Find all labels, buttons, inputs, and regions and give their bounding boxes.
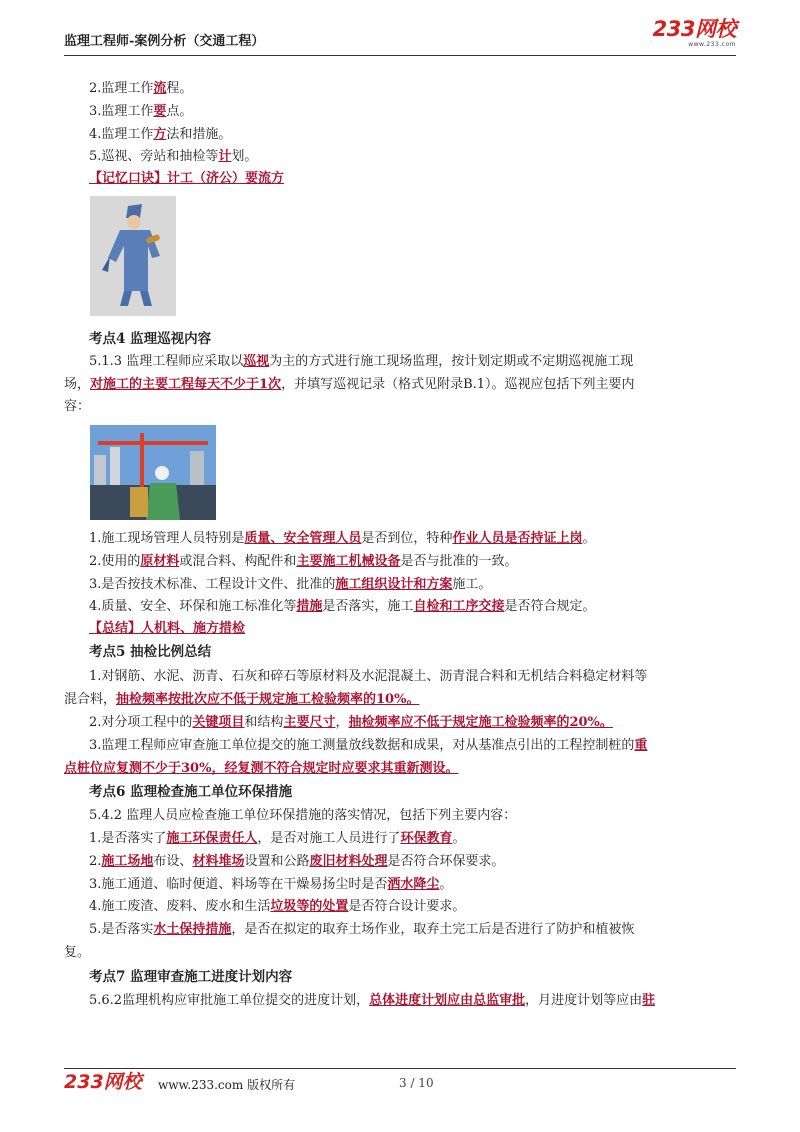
kp6-item-3: 3.施工通道、临时便道、料场等在干燥易扬尘时是否洒水降尘。	[89, 877, 453, 892]
kp6-item-5-cont: 复。	[64, 945, 91, 960]
kp6-para-line-1: 5.4.2 监理人员应检查施工单位环保措施的落实情况，包括下列主要内容：	[89, 808, 517, 823]
page-number: 3 / 10	[399, 1076, 434, 1090]
kp6-title: 考点6 监理检查施工单位环保措施	[89, 784, 293, 800]
document-header-title: 监理工程师-案例分析（交通工程）	[64, 34, 265, 49]
jigong-figure-image	[90, 196, 176, 316]
kp5-para-line-5: 点桩位应复测不少于30%，经复测不符合规定时应要求其重新测设。	[64, 761, 459, 776]
kp5-para-line-4: 3.监理工程师应审查施工单位提交的施工测量放线数据和成果，对从基准点引出的工程控制桩的重	[89, 738, 648, 753]
kp4-title: 考点4 监理巡视内容	[89, 331, 212, 347]
kp5-title: 考点5 抽检比例总结	[89, 644, 212, 660]
kp4-item-4: 4.质量、安全、环保和施工标准化等措施是否落实，施工自检和工序交接是否符合规定。	[89, 599, 596, 614]
kp4-item-3: 3.是否按技术标准、工程设计文件、批准的施工组织设计和方案施工。	[89, 577, 492, 592]
kp4-para-line-2: 场，对施工的主要工程每天不少于1次，并填写巡视记录（格式见附录B.1）。巡视应包括下列主要内	[64, 377, 635, 392]
footer-logo: 233网校	[64, 1071, 142, 1093]
kp4-para-line-1: 5.1.3 监理工程师应采取以巡视为主的方式进行施工现场监理，按计划定期或不定期巡视施工现	[89, 354, 634, 369]
summary-line: 【总结】人机料、施方措检	[89, 621, 246, 636]
work-item-2: 2.监理工作流程。	[89, 81, 193, 96]
work-item-3: 3.监理工作要点。	[89, 104, 193, 119]
construction-site-photo	[90, 425, 216, 520]
work-item-5: 5.巡视、旁站和抽检等计划。	[89, 149, 258, 164]
kp5-para-line-3: 2.对分项工程中的关键项目和结构主要尺寸，抽检频率应不低于规定施工检验频率的20%。	[89, 715, 613, 730]
mnemonic-line: 【记忆口诀】计工（济公）要流方	[89, 171, 285, 186]
kp6-item-2: 2.施工场地布设、材料堆场设置和公路废旧材料处理是否符合环保要求。	[89, 854, 505, 869]
footer-copyright: www.233.com 版权所有	[158, 1078, 296, 1092]
kp7-para-line-1: 5.6.2监理机构应审批施工单位提交的进度计划，总体进度计划应由总监审批，月进度计划等应由驻	[89, 993, 656, 1008]
kp6-item-1: 1.是否落实了施工环保责任人，是否对施工人员进行了环保教育。	[89, 831, 466, 846]
kp7-title: 考点7 监理审查施工进度计划内容	[89, 969, 293, 985]
kp4-item-1: 1.施工现场管理人员特别是质量、安全管理人员是否到位，特种作业人员是否持证上岗。	[89, 531, 596, 546]
footer-divider	[64, 1068, 736, 1069]
header-divider	[64, 55, 736, 56]
kp4-para-line-3: 容：	[64, 399, 91, 414]
kp6-item-4: 4.施工废渣、废料、废水和生活垃圾等的处置是否符合设计要求。	[89, 899, 466, 914]
kp5-para-line-1: 1.对钢筋、水泥、沥青、石灰和碎石等原材料及水泥混凝土、沥青混合料和无机结合料稳定材料等	[89, 669, 648, 684]
kp5-para-line-2: 混合料，抽检频率按批次应不低于规定施工检验频率的10%。	[64, 692, 420, 707]
logo-text: 233网校	[652, 17, 736, 41]
kp6-item-5: 5.是否落实水土保持措施，是否在拟定的取弃土场作业，取弃土完工后是否进行了防护和植被恢	[89, 922, 635, 937]
brand-logo	[653, 19, 736, 48]
logo-url: www.233.com	[688, 41, 736, 48]
kp4-item-2: 2.使用的原材料或混合料、构配件和主要施工机械设备是否与批准的一致。	[89, 554, 518, 569]
work-item-4: 4.监理工作方法和措施。	[89, 127, 232, 142]
